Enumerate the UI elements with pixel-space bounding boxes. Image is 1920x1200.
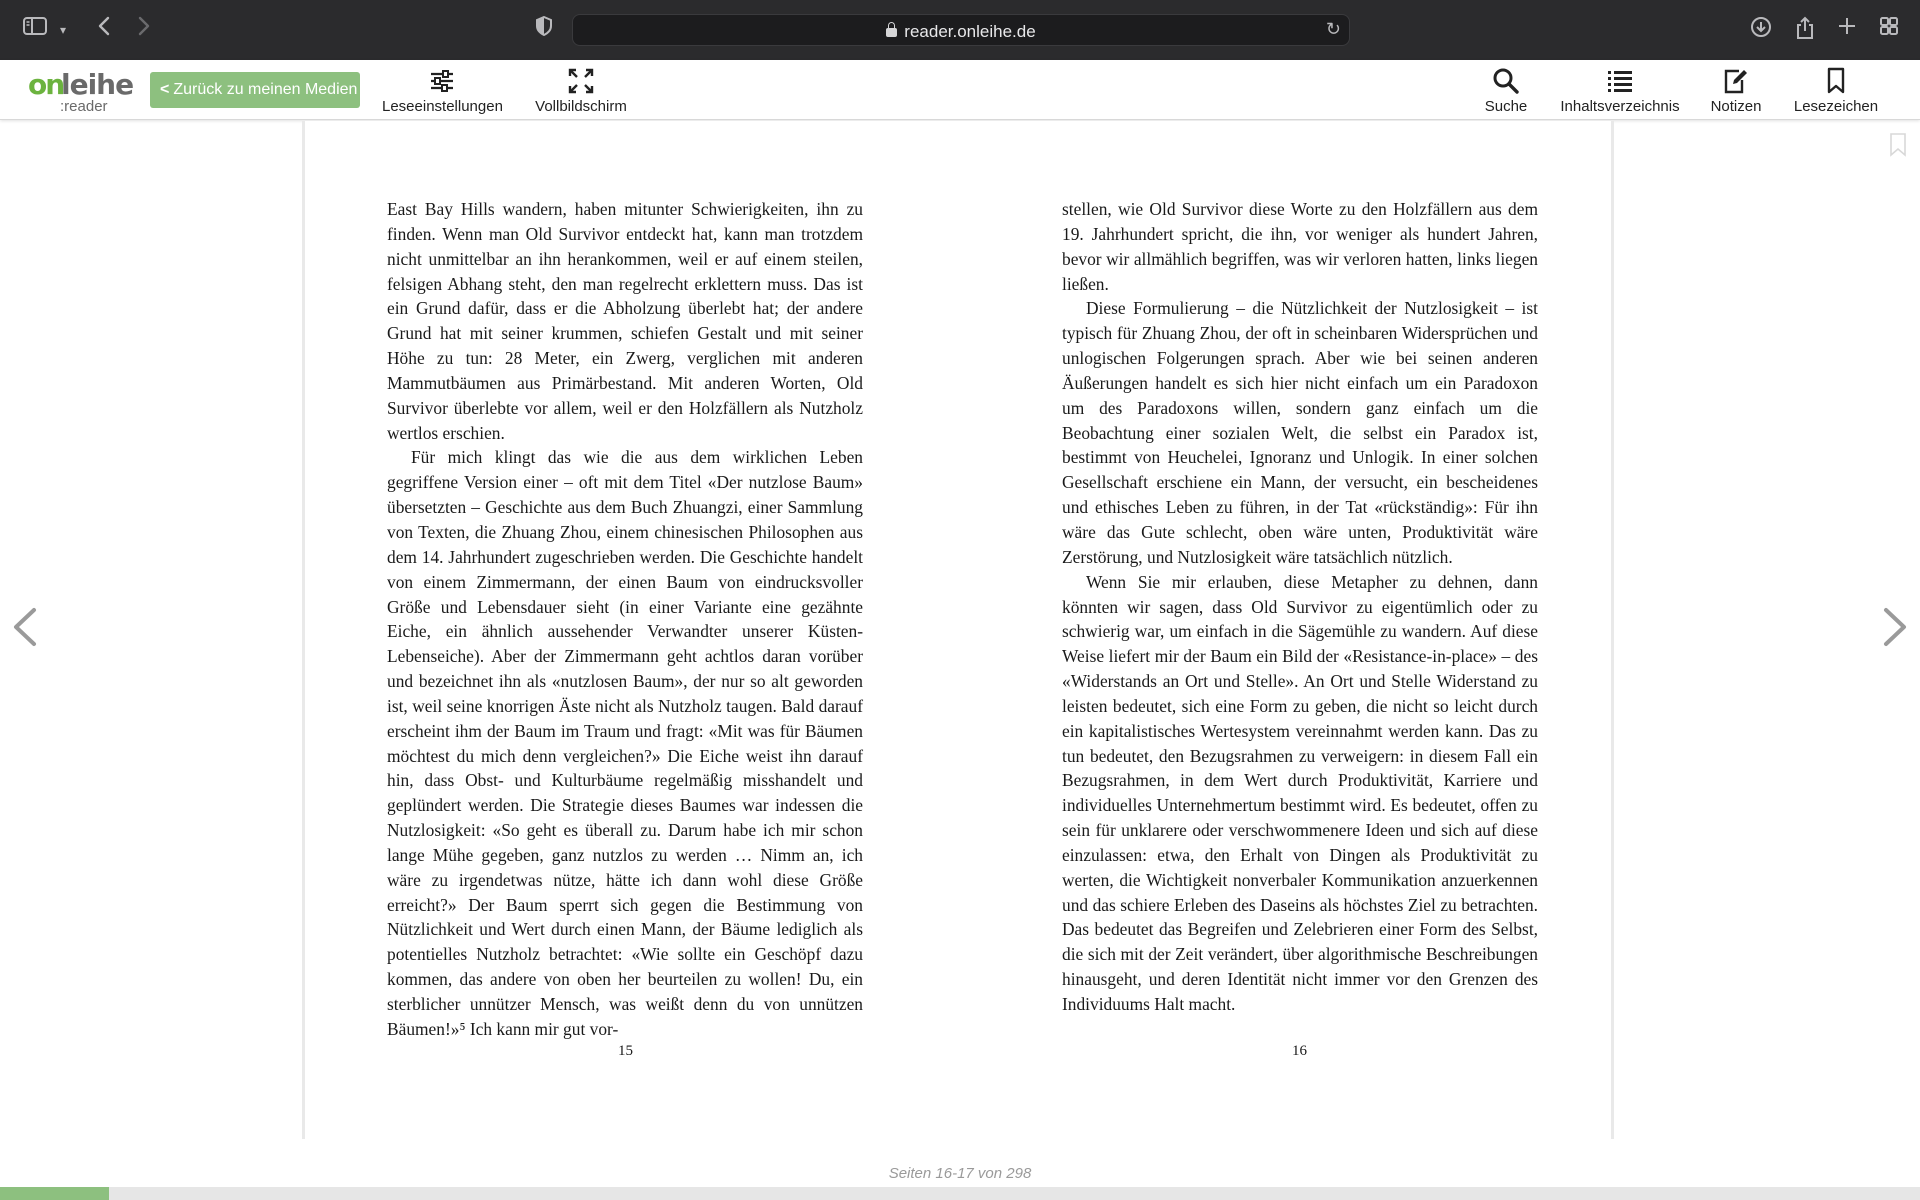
share-icon[interactable] bbox=[1792, 16, 1818, 44]
notes-label: Notizen bbox=[1710, 98, 1762, 115]
previous-page-arrow[interactable] bbox=[10, 602, 40, 652]
list-icon bbox=[1556, 66, 1684, 96]
reload-icon[interactable]: ↻ bbox=[1325, 19, 1341, 39]
browser-toolbar bbox=[0, 0, 1920, 60]
reading-progress-fill bbox=[0, 1187, 109, 1200]
right-page-text bbox=[1062, 197, 1538, 1017]
left-page-text bbox=[387, 197, 863, 1042]
fullscreen-button[interactable] bbox=[531, 66, 631, 115]
onleihe-logo[interactable]: on leihe :reader bbox=[28, 68, 134, 115]
url-text: reader.onleihe.de bbox=[904, 22, 1036, 41]
search-label: Suche bbox=[1484, 98, 1528, 115]
reading-settings-label: Leseeinstellungen bbox=[382, 98, 503, 115]
search-button[interactable] bbox=[1476, 66, 1536, 115]
sliders-icon bbox=[382, 66, 502, 96]
address-bar[interactable] bbox=[572, 14, 1350, 46]
lock-icon bbox=[886, 28, 897, 37]
next-page-arrow[interactable] bbox=[1880, 602, 1910, 652]
download-icon[interactable] bbox=[1748, 16, 1774, 44]
page-indicator: Seiten 16-17 von 298 bbox=[888, 1165, 1032, 1182]
fullscreen-label: Vollbildschirm bbox=[535, 98, 627, 115]
bookmarks-button[interactable] bbox=[1790, 66, 1882, 115]
fullscreen-icon bbox=[531, 66, 631, 96]
forward-icon[interactable] bbox=[132, 16, 156, 44]
tab-overview-icon[interactable] bbox=[1876, 16, 1902, 44]
back-to-media-label: Zurück zu meinen Medien bbox=[173, 81, 358, 98]
back-to-media-button[interactable] bbox=[150, 72, 360, 108]
search-icon bbox=[1476, 66, 1536, 96]
bookmarks-label: Lesezeichen bbox=[1793, 98, 1879, 115]
new-tab-icon[interactable] bbox=[1834, 16, 1860, 44]
sidebar-toggle-icon[interactable] bbox=[22, 16, 48, 44]
bookmark-icon bbox=[1790, 66, 1882, 96]
paragraph: Für mich klingt das wie die aus dem wirklichen Leben gegriffene Version einer – oft mit dem Titel «Der nutzlose Baum» übersetzten – Geschichte aus dem Buch Zhuangzi, einer Sammlung von Texten, die Zhuang Zhou, einem chinesischen Philosophen aus dem 14. Jahrhundert zugeschrieben werden. Die Geschichte handelt von einem Zimmermann, der einen Baum von eindrucksvoller Größe und Lebensdauer sieht (in einer Variante eine gezähnte Eiche, ein ähnlich aussehender Verwandter unserer Küsten-Lebenseiche). Aber der Zimmermann geht achtlos daran vorüber und bezeichnet ihn als «nutzlosen Baum», der nur so alt geworden ist, weil seine knorrigen Äste nicht als Nutzholz taugen. Bald darauf erscheint ihm der Baum im Traum und fragt: «Mit was für Bäumen möchtest du mich denn vergleichen?» Die Eiche weist ihn darauf hin, dass Obst- und Kulturbäume regelmäßig misshandelt und geplündert werden. Die Strategie dieses Baumes war indessen die Nutzlosigkeit: «So geht es überall zu. Darum habe ich mir schon lange Mühe gegeben, ganz nutzlos zu werden … Nimm an, ich wäre zu irgendetwas nütze, hätte ich dann wohl diese Größe erreicht?» Der Baum sperrt sich gegen die Bestimmung von Nützlichkeit und Wert durch einen Mann, der Bäume lediglich als potentielles Nutzholz betrachtet: «Wie sollte ein Geschöpf dazu kommen, das andere von oben her beurteilen zu wollen! Du, ein sterblicher unnützer Mensch, was weißt denn du von unnützen Bäumen!»⁵ Ich kann mir gut vor- bbox=[387, 447, 863, 1039]
note-icon bbox=[1706, 66, 1766, 96]
paragraph: Diese Formulierung – die Nützlichkeit der Nutzlosigkeit – ist typisch für Zhuang Zhou, der oft in scheinbaren Widersprüchen und unlogischen Folgerungen sprach. Aber wie bei seinen anderen Äußerungen handelt es sich hier nicht einfach um ein Paradoxon um des Paradoxons willen, sondern ganz einfach um die Beobachtung einer sozialen Welt, die selbst ein Paradox ist, bestimmt von Heuchelei, Ignoranz und Unlogik. In einer solchen Gesellschaft erschiene ein Mann, der versucht, ein bescheidenes und ethisches Leben zu führen, in der Tat «rückständig»: Für ihn wäre das Gute schlecht, oben wäre unten, Produktivität wäre Zerstörung, und Nutzlosigkeit wäre tatsächlich nützlich. bbox=[1062, 298, 1538, 567]
back-icon[interactable] bbox=[92, 16, 116, 44]
reading-settings-button[interactable] bbox=[382, 66, 502, 115]
chevron-left-icon: < bbox=[160, 81, 170, 98]
notes-button[interactable] bbox=[1706, 66, 1766, 115]
book-spread bbox=[302, 121, 1614, 1139]
right-page-number: 16 bbox=[1292, 1043, 1307, 1059]
left-page-number: 15 bbox=[618, 1043, 633, 1059]
reader-toolbar bbox=[0, 60, 1920, 120]
table-of-contents-label: Inhaltsverzeichnis bbox=[1560, 98, 1680, 115]
paragraph: Wenn Sie mir erlauben, diese Metapher zu dehnen, dann könnten wir sagen, dass Old Survivor zu eigentümlich oder zu schwierig war, um einfach in die Sägemühle zu wandern. Auf diese Weise liefert mir der Baum ein Bild der «Resistance-in-place» – des «Widerstands an Ort und Stelle». An Ort und Stelle Widerstand zu leisten bedeutet, sich eine Form zu geben, die nicht so leicht durch ein kapitalistisches Wertesystem vereinnahmt werden kann. Das zu tun bedeutet, den Bezugsrahmen zu verweigern: in diesem Fall ein Bezugsrahmen, in dem Wert durch Produktivität, Karriere und individuelles Unternehmertum bestimmt wird. Es bedeutet, offen zu sein für unklarere oder verschwommenere Ideen und sich auf diese einzulassen: etwa, den Erhalt von Dingen als Produktivität zu werten, die Wichtigkeit nonverbaler Kommunikation anzuerkennen und das schiere Erleben des Daseins als höchstes Ziel zu betrachten. Das bedeutet das Begreifen und Zelebrieren einer Form des Selbst, die sich mit der Zeit verändert, über algorithmische Beschreibungen hinausgeht, und deren Identität nicht immer vor den Grenzen des Individuums Halt macht. bbox=[1062, 571, 1538, 1014]
table-of-contents-button[interactable] bbox=[1556, 66, 1684, 115]
reading-progress-bar[interactable] bbox=[0, 1187, 1920, 1200]
chevron-down-icon[interactable]: ▾ bbox=[59, 23, 67, 37]
paragraph: East Bay Hills wandern, haben mitunter Schwierigkeiten, ihn zu finden. Wenn man Old Survivor entdeckt hat, kann man trotzdem nicht unmittelbar an ihn herankommen, weil er auf einem steilen, felsigen Abhang steht, den man regelrecht erklettern muss. Das ist ein Grund dafür, dass er die Abholzung überlebt hat; der andere Grund hat mit seiner krummen, schiefen Gestalt und mit seiner Höhe zu tun: 28 Meter, ein Zwerg, verglichen mit anderen Mammutbäumen aus Primärbestand. Mit anderen Worten, Old Survivor überlebte vor allem, weil er den Holzfällern als Nutzholz wertlos erschien. bbox=[387, 199, 863, 443]
paragraph: stellen, wie Old Survivor diese Worte zu den Holzfällern aus dem 19. Jahrhundert spricht, die ihn, vor weniger als hundert Jahren, bevor wir allmählich begriffen, was wir verloren hatten, links liegen ließen. bbox=[1062, 199, 1538, 294]
page-bookmark-icon[interactable] bbox=[1889, 133, 1907, 157]
privacy-shield-icon[interactable] bbox=[532, 16, 556, 44]
